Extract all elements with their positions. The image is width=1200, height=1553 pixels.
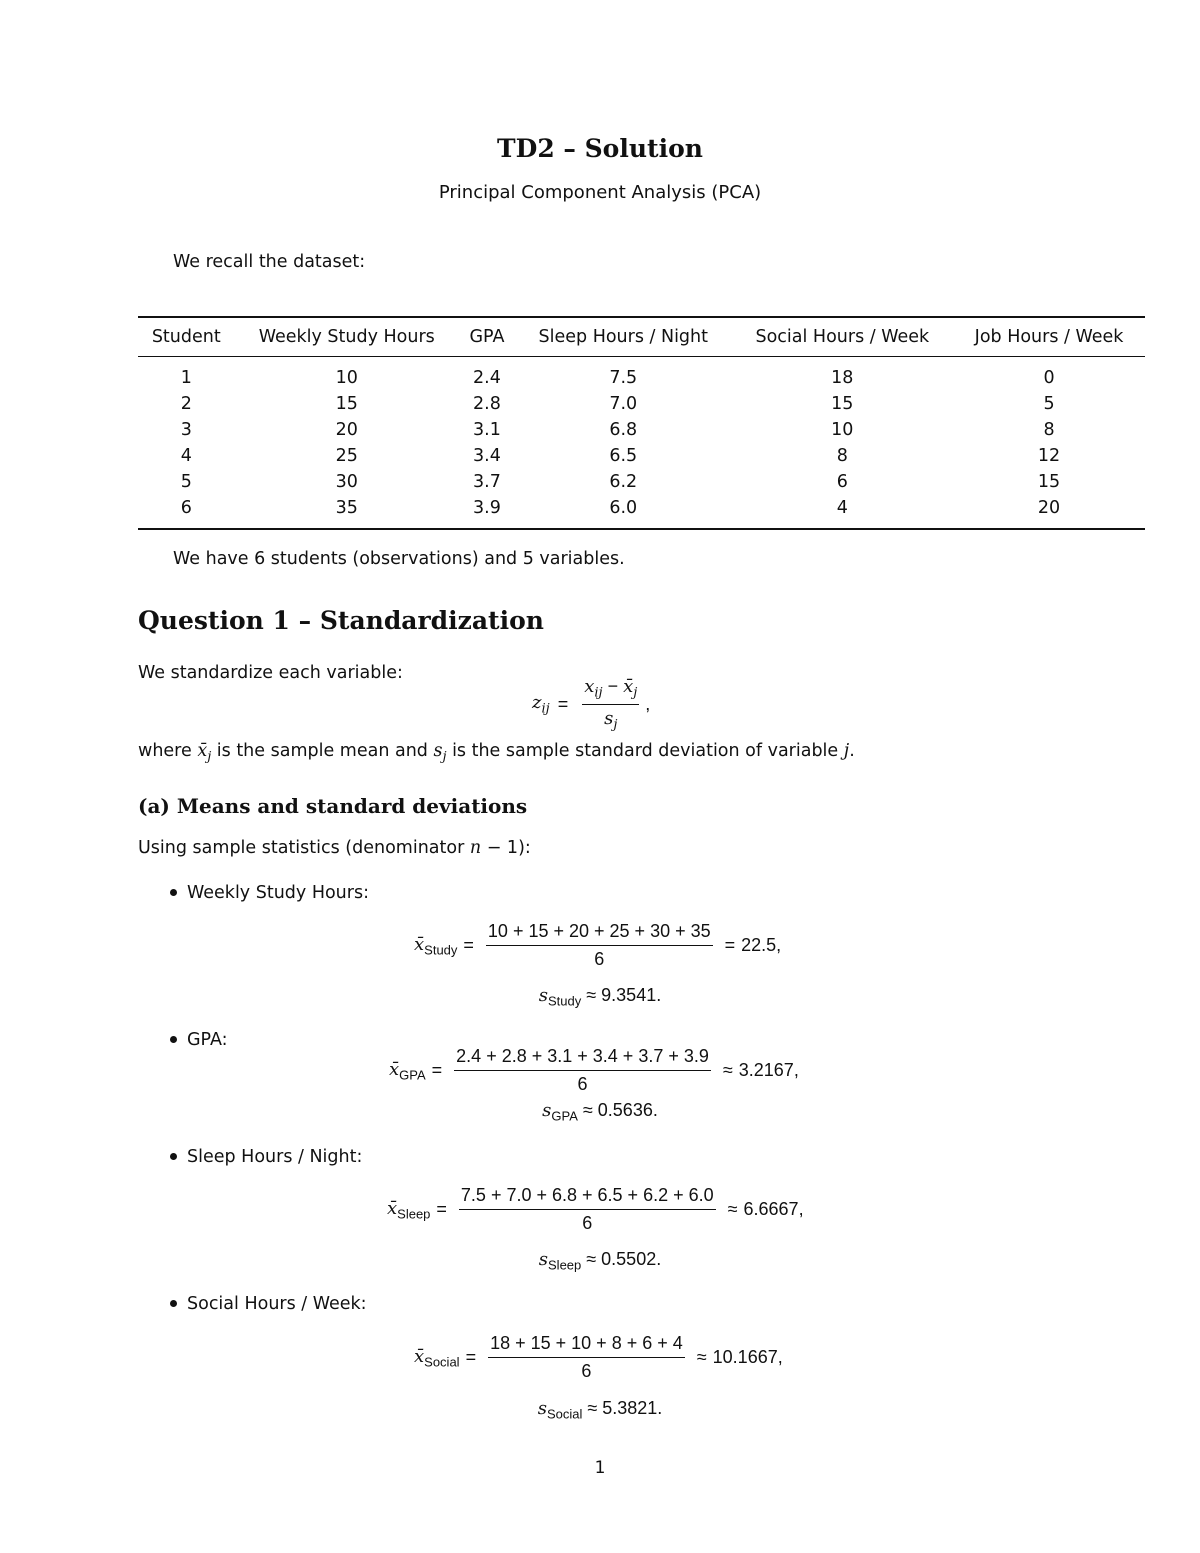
table-cell: 3.7 — [473, 472, 501, 492]
sample-stats-lead: Using sample statistics (denominator n − 1): — [138, 838, 531, 858]
table-cell: 3.9 — [473, 498, 501, 518]
mean-equation-social: $x̄_{Social}$ = $\frac{18 + 15 + 10 + 8 + 6 + 4}{6}$ ≈ 10.1667, — [414, 1333, 783, 1381]
table-row — [138, 495, 1145, 529]
list-item: GPA: — [170, 1030, 228, 1050]
bullet-dot — [170, 889, 177, 896]
table-cell: 25 — [335, 446, 358, 466]
table-cell: 2.4 — [473, 368, 501, 388]
table-cell: 6.5 — [609, 446, 638, 466]
table-cell: 30 — [335, 472, 358, 492]
header-sleep-hours: Sleep Hours / Night — [538, 327, 708, 347]
table-cell: 15 — [831, 394, 854, 414]
table-cell: 3 — [180, 420, 192, 440]
standardization-formula — [532, 676, 650, 732]
table-cell: 6.2 — [609, 472, 638, 492]
page-subtitle: Principal Component Analysis (PCA) — [438, 182, 762, 203]
section-heading: Question 1 – Standardization — [138, 606, 544, 635]
list-item: Social Hours / Week: — [170, 1294, 367, 1314]
mean-equation-sleep: $x̄_{Sleep}$ = $\frac{7.5 + 7.0 + 6.8 + 6.5 + 6.2 + 6.0}{6}$ ≈ 6.6667, — [387, 1185, 804, 1233]
table-row — [138, 417, 1145, 443]
page-title: TD2 – Solution — [497, 134, 703, 163]
sd-equation-social: $s_{Social} \approx 5.3821$. — [537, 1398, 663, 1422]
sd-equation-gpa: $s_{GPA} \approx 0.5636$. — [542, 1100, 658, 1124]
table-row — [138, 391, 1145, 417]
sd-equation-sleep: $s_{Sleep} \approx 0.5502$. — [538, 1249, 662, 1273]
subsection-heading: (a) Means and standard deviations — [138, 794, 528, 818]
table-cell: 6 — [180, 498, 192, 518]
table-cell: 8 — [1043, 420, 1055, 440]
table-cell: 6 — [836, 472, 848, 492]
dataset-table — [138, 316, 1145, 530]
table-cell: 0 — [1043, 368, 1055, 388]
header-job-hours: Job Hours / Week — [974, 327, 1124, 347]
table-row — [138, 443, 1145, 469]
table-cell: 7.5 — [609, 368, 638, 388]
table-cell: 3.1 — [473, 420, 501, 440]
table-cell: 3.4 — [473, 446, 501, 466]
page-number: 1 — [594, 1458, 606, 1478]
table-cell: 35 — [335, 498, 358, 518]
formula-fraction — [582, 676, 639, 732]
table-cell: 2.8 — [473, 394, 501, 414]
bullet-dot — [170, 1153, 177, 1160]
bullet-dot — [170, 1300, 177, 1307]
table-cell: 7.0 — [609, 394, 638, 414]
bullet-dot — [170, 1036, 177, 1043]
equals-sign: = — [557, 693, 569, 714]
table-cell: 1 — [180, 368, 192, 388]
header-student: Student — [151, 327, 221, 347]
sd-equation-study: $s_{Study} \approx 9.3541$. — [538, 985, 662, 1009]
table-row — [138, 469, 1145, 495]
table-cell: 6.0 — [609, 498, 638, 518]
header-study-hours: Weekly Study Hours — [258, 327, 435, 347]
table-cell: 4 — [180, 446, 192, 466]
list-item: Weekly Study Hours: — [170, 883, 369, 903]
standardize-lead: We standardize each variable: — [138, 663, 403, 683]
table-cell: 20 — [1037, 498, 1061, 518]
formula-lhs: $z_{ij}$ — [532, 691, 550, 717]
table-cell: 10 — [831, 420, 854, 440]
table-cell: 15 — [335, 394, 358, 414]
dataset-summary: We have 6 students (observations) and 5 variables. — [173, 549, 625, 569]
table-cell: 8 — [836, 446, 848, 466]
mean-equation-gpa: $x̄_{GPA}$ = $\frac{2.4 + 2.8 + 3.1 + 3.4 + 3.7 + 3.9}{6}$ ≈ 3.2167, — [389, 1046, 799, 1094]
table-cell: 5 — [180, 472, 192, 492]
table-cell: 18 — [831, 368, 854, 388]
table-row — [138, 357, 1145, 392]
mean-equation-study: $x̄_{Study}$ = $\frac{10 + 15 + 20 + 25 + 30 + 35}{6}$ = 22.5, — [414, 921, 782, 969]
table-cell: 2 — [180, 394, 192, 414]
formula-numerator: $x_{ij}$ − $x̄_j$ — [582, 676, 639, 705]
intro-text: We recall the dataset: — [173, 252, 366, 272]
table-cell: 5 — [1043, 394, 1055, 414]
formula-comma: , — [645, 693, 651, 714]
table-cell: 10 — [335, 368, 358, 388]
header-social-hours: Social Hours / Week — [755, 327, 930, 347]
table-cell: 15 — [1037, 472, 1061, 492]
where-sentence: where $x̄_j$ is the sample mean and $s_j$ is the sample standard deviation of variable j. — [138, 741, 855, 765]
formula-denominator: $s_j$ — [604, 707, 618, 733]
table-cell: 12 — [1037, 446, 1061, 466]
header-gpa: GPA — [469, 327, 505, 347]
table-cell: 20 — [335, 420, 358, 440]
table-cell: 6.8 — [609, 420, 638, 440]
list-item: Sleep Hours / Night: — [170, 1147, 362, 1167]
table-header-row — [138, 317, 1145, 357]
table-cell: 4 — [836, 498, 848, 518]
